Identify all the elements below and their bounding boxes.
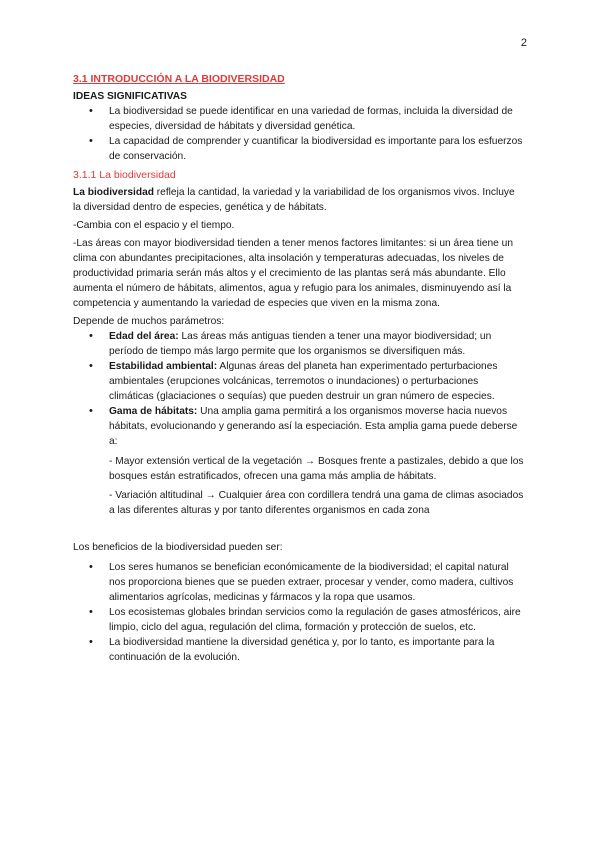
- list-item: • La capacidad de comprender y cuantificar la biodiversidad es importante para los esfuerzos de conservación.: [73, 134, 525, 164]
- document-body: [73, 72, 525, 665]
- habitat-sub-item: - Variación altitudinal → Cualquier área con cordillera tendrá una gama de climas asociados a las diferentes alturas y por tanto diferentes organismos en cada zona: [109, 490, 524, 516]
- parameter-text: Algunas áreas del planeta han experimentado perturbaciones ambientales (erupciones volcánicas, terremotos o inundaciones) o perturbaciones climáticas (glaciaciones o sequías) que pueden destruir un gran número de especies.: [109, 361, 498, 402]
- parameter-text: Las áreas más antiguas tienden a tener una mayor biodiversidad; un período de tiempo más largo permite que los organismos se diversifiquen más.: [109, 331, 492, 357]
- list-item: • La biodiversidad se puede identificar en una variedad de formas, incluida la diversidad de especies, diversidad de hábitats y diversidad genética.: [73, 104, 525, 134]
- parameter-term: Gama de hábitats:: [109, 406, 198, 417]
- ideas-heading: IDEAS SIGNIFICATIVAS: [73, 91, 187, 102]
- subsection-title: 3.1.1 La biodiversidad: [73, 169, 176, 181]
- definition-term: La biodiversidad: [73, 187, 154, 198]
- definition-paragraph: [73, 185, 525, 215]
- list-item: • La biodiversidad mantiene la diversidad genética y, por lo tanto, es importante para la continuación de la evolución.: [73, 635, 525, 665]
- page-number: 2: [520, 37, 527, 49]
- ideas-list: [73, 104, 525, 164]
- areas-paragraph: -Las áreas con mayor biodiversidad tienden a tener menos factores limitantes: si un área tiene un clima con abundantes precipitaciones, alta insolación y temperaturas adecuadas, los niveles de productividad primaria serán más altos y el crecimiento de las plantas será más abundante. Ello aumenta el número de hábitats, alimentos, agua y refugio para los animales, disminuyendo así la competencia y aumentando la variedad de especies que viven en la misma zona.: [73, 238, 514, 309]
- benefits-list: [73, 560, 525, 665]
- list-item: [73, 404, 525, 449]
- habitat-sub-item: - Mayor extensión vertical de la vegetación → Bosques frente a pastizales, debido a que los bosques están estratificados, ofrecen una gama más amplia de hábitats.: [109, 456, 524, 482]
- depends-intro: Depende de muchos parámetros:: [73, 316, 225, 327]
- definition-text: refleja la cantidad, la variedad y la variabilidad de los organismos vivos. Incluye la diversidad dentro de especies, genética y de hábitats.: [73, 187, 515, 213]
- list-item: [73, 359, 525, 404]
- parameter-term: Estabilidad ambiental:: [109, 361, 218, 372]
- parameters-list: [73, 329, 525, 449]
- list-item: • Los ecosistemas globales brindan servicios como la regulación de gases atmosféricos, aire limpio, ciclo del agua, regulación del clima, formación y protección de suelos, etc.: [73, 605, 525, 635]
- changes-line: -Cambia con el espacio y el tiempo.: [73, 220, 235, 231]
- parameter-term: Edad del área:: [109, 331, 179, 342]
- list-item: [73, 329, 525, 359]
- benefits-intro: Los beneficios de la biodiversidad pueden ser:: [73, 542, 283, 553]
- parameter-text: Una amplia gama permitirá a los organismos moverse hacia nuevos hábitats, evolucionando y generando así la especiación. Esta amplia gama puede deberse a:: [109, 406, 518, 447]
- list-item: • Los seres humanos se benefician económicamente de la biodiversidad; el capital natural nos proporciona bienes que se pueden extraer, procesar y vender, como madera, cultivos alimentarios agrícolas, medicinas y fármacos y la ropa que usamos.: [73, 560, 525, 605]
- section-title: 3.1 INTRODUCCIÓN A LA BIODIVERSIDAD: [73, 73, 285, 85]
